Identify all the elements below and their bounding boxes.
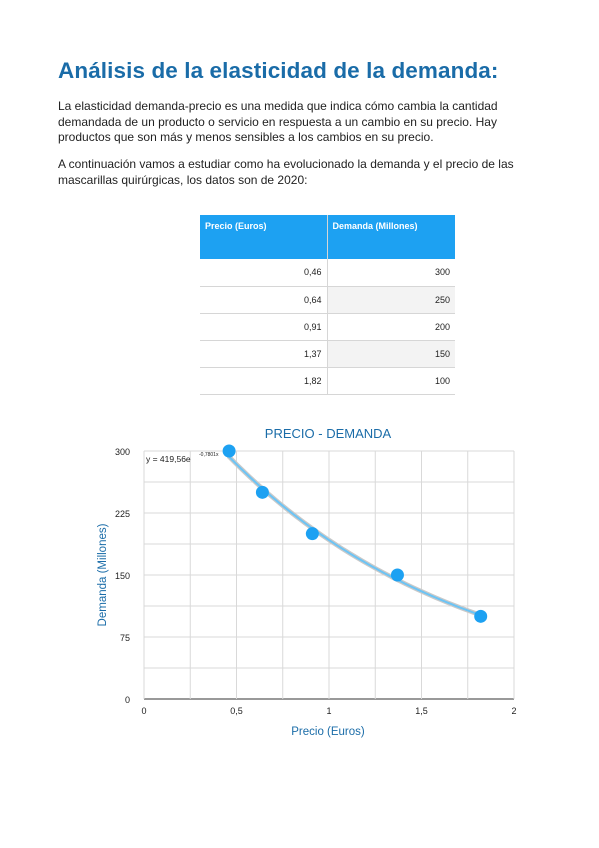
x-tick-label: 0 [141,706,147,716]
y-tick-label: 75 [119,633,130,643]
data-intro-paragraph: A continuación vamos a estudiar como ha evolucionado la demanda y el precio de las mascarillas quirúrgicas, los datos son de 2020: [58,157,514,187]
cell-demanda: 150 [327,340,455,367]
data-point [223,445,236,458]
y-axis-title: Demanda (Millones) [97,523,109,627]
trendline [229,457,481,615]
cell-demanda: 250 [327,286,455,313]
x-tick-label: 1,5 [415,706,428,716]
y-tick-label: 225 [114,509,130,519]
cell-demanda: 100 [327,367,455,394]
cell-demanda: 200 [327,313,455,340]
x-tick-label: 2 [511,706,517,716]
data-point [391,569,404,582]
data-point [256,486,269,499]
y-tick-label: 300 [114,447,130,457]
header-precio: Precio (Euros) [200,215,327,259]
cell-precio: 0,91 [200,313,327,340]
cell-precio: 0,46 [200,259,327,286]
x-axis-title: Precio (Euros) [291,726,365,738]
x-tick-label: 1 [326,706,332,716]
cell-precio: 1,37 [200,340,327,367]
x-tick-label: 0,5 [230,706,243,716]
trendline-shadow [229,457,481,615]
intro-paragraph: La elasticidad demanda-precio es una medida que indica cómo cambia la cantidad demandada de un producto o servicio en respuesta a un cambio en su precio. Hay productos que son más y menos sensibles a los cambios en su precio. [58,99,498,144]
header-demanda: Demanda (Millones) [327,215,455,259]
y-tick-label: 150 [114,571,130,581]
data-point [306,527,319,540]
data-point [474,610,487,623]
cell-precio: 1,82 [200,367,327,394]
y-tick-label: 0 [124,695,130,705]
page-title: Análisis de la elasticidad de la demanda: [58,58,499,83]
cell-demanda: 300 [327,259,455,286]
trendline-equation-exponent: -0,7801x [199,452,219,458]
trendline-equation: y = 419,56e [146,454,191,464]
cell-precio: 0,64 [200,286,327,313]
chart-title: PRECIO - DEMANDA [264,426,392,441]
